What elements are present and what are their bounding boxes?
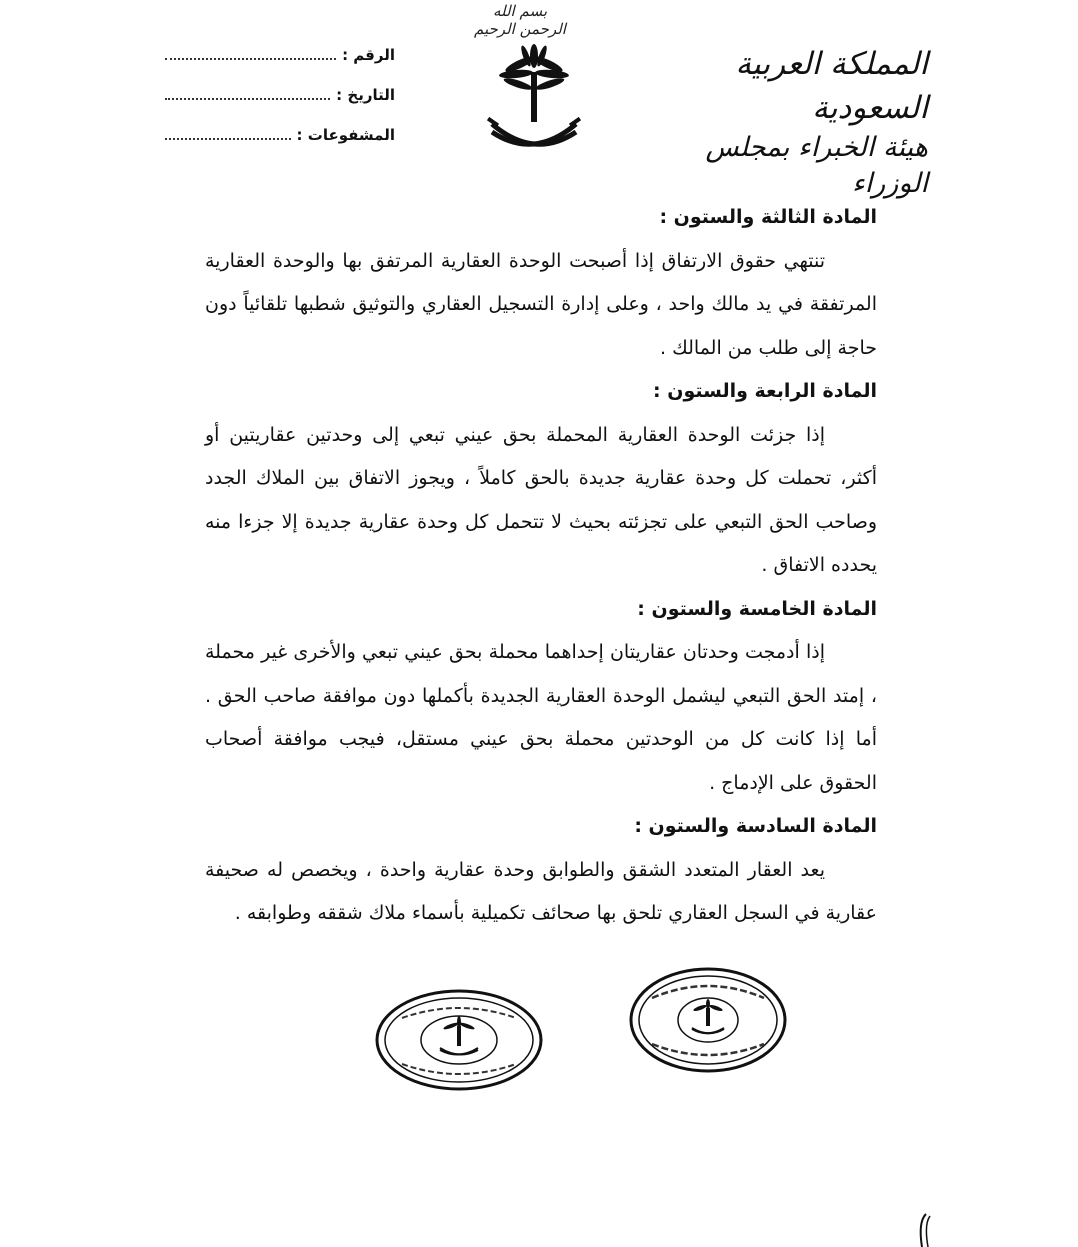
document-meta-fields: [165, 46, 395, 166]
number-dotted-line: [165, 48, 336, 60]
government-header: [638, 42, 928, 202]
article-66-text: يعد العقار المتعدد الشقق والطوابق وحدة عقارية واحدة ، ويخصص له صحيفة عقارية في السجل العقاري تلحق بها صحائف تكميلية بأسماء ملاك شققه وطوابقه .: [205, 858, 877, 924]
date-field: [165, 86, 395, 126]
article-66-title: المادة السادسة والستون :: [634, 815, 877, 837]
article-64-text: إذا جزئت الوحدة العقارية المحملة بحق عيني تبعي إلى وحدتين عقاريتين أو أكثر، تحملت كل وحدة عقارية جديدة بالحق كاملاً ، ويجوز الاتفاق بين الملاك الجدد وصاحب الحق التبعي على تجزئته بحيث لا تتحمل كل وحدة عقارية جديدة إلا جزءا منه يحدده الاتفاق .: [205, 423, 877, 576]
saudi-emblem-icon: [486, 42, 582, 160]
council-secretariat-seal-icon: [628, 966, 788, 1074]
agency-name: هيئة الخبراء بمجلس الوزراء: [705, 132, 928, 199]
attachments-dotted-line: [165, 128, 291, 140]
article-63-text: تنتهي حقوق الارتفاق إذا أصبحت الوحدة العقارية المرتفق بها والوحدة العقارية المرتفقة في يد مالك واحد ، وعلى إدارة التسجيل العقاري والتوثيق شطبها تلقائياً دون حاجة إلى طلب من المالك .: [205, 249, 877, 359]
attachments-label: المشفوعات :: [296, 126, 395, 144]
date-label: التاريخ :: [336, 86, 395, 104]
number-field: [165, 46, 395, 86]
document-body: [205, 196, 877, 936]
margin-mark-icon: [914, 1212, 934, 1247]
date-dotted-line: [165, 88, 330, 100]
article-63-title: المادة الثالثة والستون :: [659, 206, 877, 228]
basmala: بسم الله الرحمن الرحيم: [474, 2, 566, 38]
number-label: الرقم :: [342, 46, 395, 64]
article-64-title: المادة الرابعة والستون :: [653, 380, 877, 402]
experts-commission-seal-icon: [374, 988, 544, 1092]
kingdom-name: المملكة العربية السعودية: [735, 46, 928, 126]
article-65-title: المادة الخامسة والستون :: [637, 597, 877, 620]
attachments-field: [165, 126, 395, 166]
article-65-text: إذا أدمجت وحدتان عقاريتان إحداهما محملة بحق عيني تبعي والأخرى غير محملة ، إمتد الحق التبعي ليشمل الوحدة العقارية الجديدة بأكملها دون موافقة صاحب الحق . أما إذا كانت كل من الوحدتين محملة بحق عيني مستقل، فيجب موافقة أصحاب الحقوق على الإدماج .: [205, 641, 877, 794]
